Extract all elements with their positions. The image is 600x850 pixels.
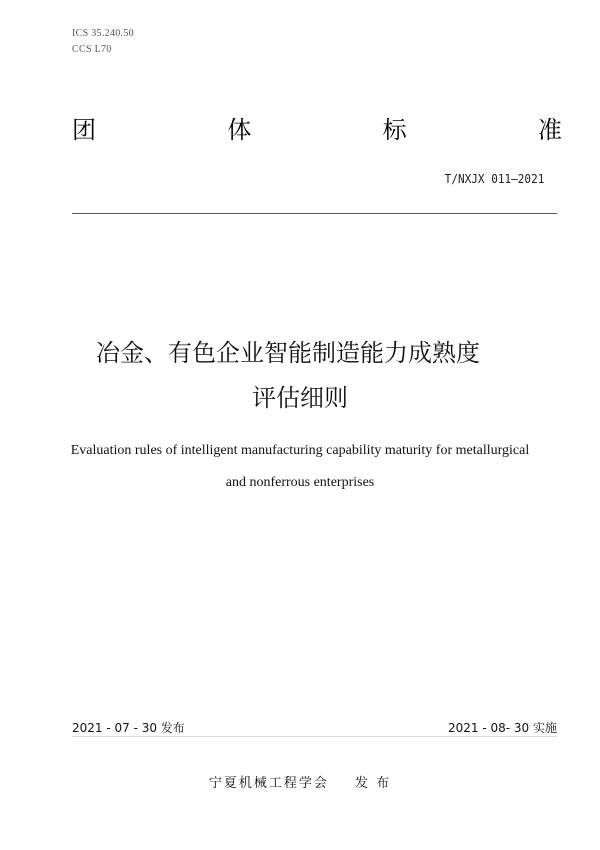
publisher-action: 发 布 <box>354 776 392 791</box>
standard-type-char: 准 <box>537 116 562 144</box>
standard-code: T/NXJX 011—2021 <box>444 172 544 186</box>
english-title-line-2: and nonferrous enterprises <box>225 475 375 490</box>
publisher-line <box>0 772 600 791</box>
english-title-line-1: Evaluation rules of intelligent manufacturing capability maturity for metallurgical <box>70 443 530 458</box>
header-divider <box>72 213 557 214</box>
chinese-title-line-2: 评估细则 <box>252 384 348 412</box>
footer-divider <box>72 736 557 737</box>
standard-type-heading <box>72 115 562 145</box>
standard-type-char: 体 <box>227 116 252 144</box>
standard-type-char: 团 <box>72 116 96 144</box>
chinese-title-line-1: 冶金、有色企业智能制造能力成熟度 <box>96 339 480 367</box>
ics-code: ICS 35.240.50 <box>72 28 134 39</box>
implementation-date: 2021 - 08- 30 实施 <box>448 721 557 735</box>
ccs-code: CCS L70 <box>72 44 112 55</box>
standard-type-char: 标 <box>382 116 407 144</box>
publisher-name: 宁夏机械工程学会 <box>208 776 329 791</box>
issue-date: 2021 - 07 - 30 发布 <box>72 721 185 735</box>
